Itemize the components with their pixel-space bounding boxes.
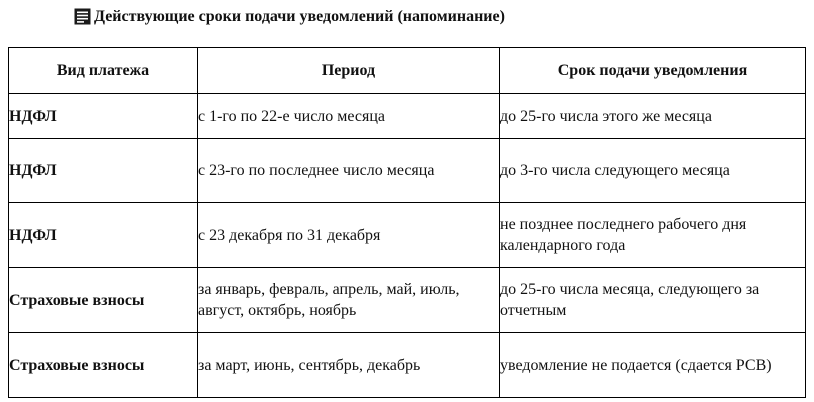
deadline-cell: до 3-го числа следующего месяца (500, 139, 806, 203)
period-cell: с 23-го по последнее число месяца (198, 139, 500, 203)
payment-type-cell: НДФЛ (9, 94, 198, 139)
payment-type-cell: Страховые взносы (9, 268, 198, 333)
notice-deadlines-table (8, 47, 806, 398)
payment-type-cell: Страховые взносы (9, 333, 198, 398)
payment-type-cell: НДФЛ (9, 139, 198, 203)
period-cell: за январь, февраль, апрель, май, июль, август, октябрь, ноябрь (198, 268, 500, 333)
table-row (9, 139, 806, 203)
column-header-deadline: Срок подачи уведомления (500, 48, 806, 94)
column-header-period: Период (198, 48, 500, 94)
table-row (9, 268, 806, 333)
period-cell: за март, июнь, сентябрь, декабрь (198, 333, 500, 398)
deadline-cell: не позднее последнего рабочего дня календарного года (500, 203, 806, 268)
payment-type-cell: НДФЛ (9, 203, 198, 268)
deadline-cell: до 25-го числа этого же месяца (500, 94, 806, 139)
document-lines-icon (74, 8, 91, 25)
table-row (9, 333, 806, 398)
period-cell: с 1-го по 22-е число месяца (198, 94, 500, 139)
page-title (74, 6, 505, 28)
deadline-cell: до 25-го числа месяца, следующего за отчетным (500, 268, 806, 333)
deadline-cell: уведомление не подается (сдается РСВ) (500, 333, 806, 398)
table-row (9, 94, 806, 139)
period-cell: с 23 декабря по 31 декабря (198, 203, 500, 268)
page-title-text: Действующие сроки подачи уведомлений (напоминание) (94, 8, 505, 25)
table-header-row (9, 48, 806, 94)
table-row (9, 203, 806, 268)
column-header-payment-type: Вид платежа (9, 48, 198, 94)
